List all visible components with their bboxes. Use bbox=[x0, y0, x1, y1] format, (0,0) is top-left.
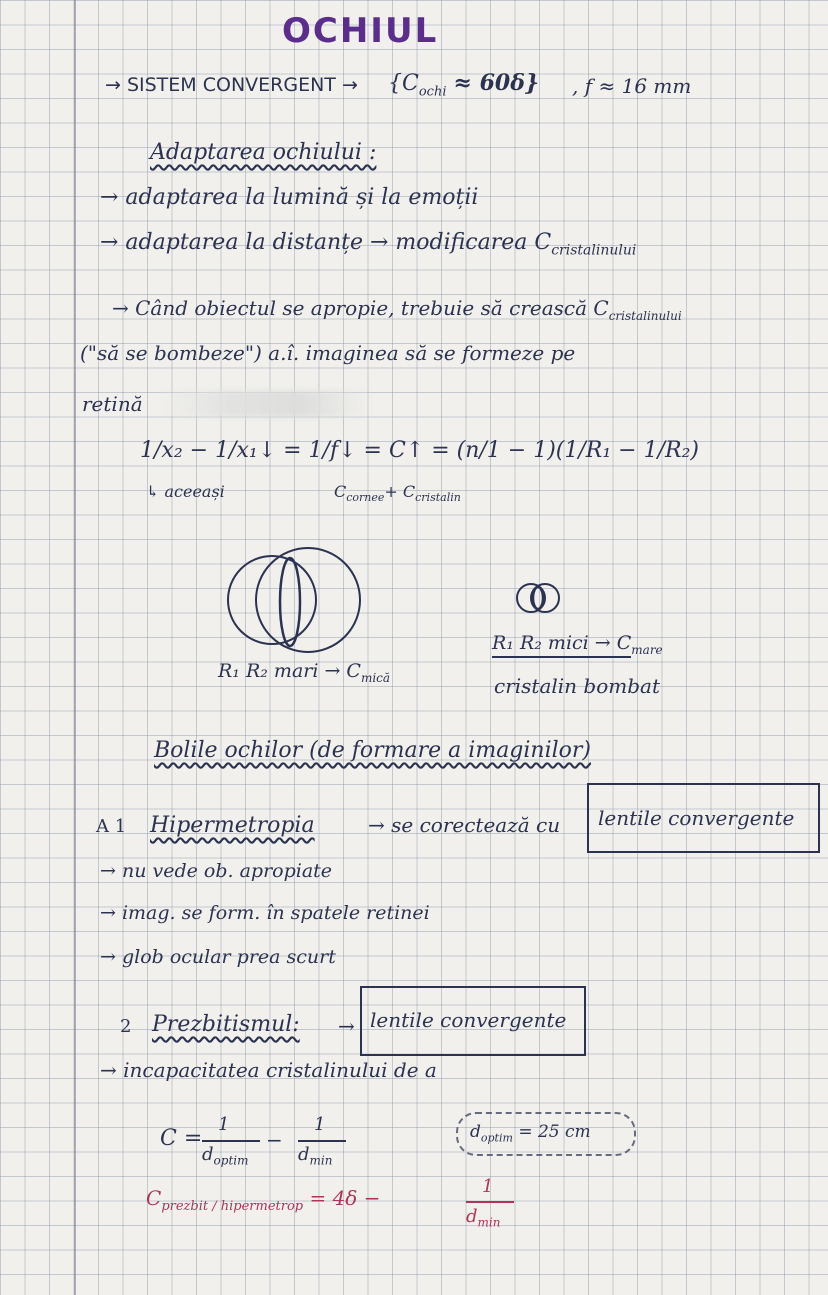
formula-c-num1: 1 bbox=[218, 1114, 230, 1135]
formula-presb-num: 1 bbox=[482, 1176, 494, 1197]
formula-c-num2: 1 bbox=[314, 1114, 326, 1135]
presby-arrow: → bbox=[338, 1014, 355, 1038]
hyper-correction-prefix: → se corectează cu bbox=[368, 813, 561, 837]
paragraph-line-3: retină bbox=[82, 392, 143, 416]
blurred-text bbox=[160, 391, 370, 417]
large-lens-caption: R₁ R₂ mari → $C_{mică}$ bbox=[218, 660, 391, 685]
system-line bbox=[105, 76, 358, 95]
formula-presb-bar bbox=[466, 1201, 514, 1203]
presby-name: Prezbitismul: bbox=[152, 1012, 300, 1037]
equation-note-same: ↳ aceeași bbox=[146, 482, 225, 501]
hyper-marker: A 1 bbox=[96, 816, 127, 837]
adaptation-item-light: → adaptarea la lumină și la emoții bbox=[100, 185, 479, 210]
large-lens-diagram bbox=[220, 540, 370, 660]
formula-presb-den: $d_{min}$ bbox=[466, 1206, 501, 1230]
small-lens-caption-2: cristalin bombat bbox=[494, 674, 660, 698]
hyper-point-1: → nu vede ob. apropiate bbox=[100, 860, 333, 882]
eye-power-formula: $\{C_{ochi} \approx 60\delta\}$ bbox=[388, 70, 540, 100]
system-prefix: → SISTEM CONVERGENT → bbox=[105, 74, 358, 96]
hyper-point-3: → glob ocular prea scurt bbox=[100, 946, 336, 968]
formula-c-bar1 bbox=[202, 1140, 260, 1142]
lens-equation: 1/x₂ − 1/x₁↓ = 1/f↓ = C↑ = (n/1 − 1)(1/R₁ − 1/R₂) bbox=[140, 438, 699, 463]
paragraph-line-1: → Când obiectul se apropie, trebuie să crească $C_{cristalinului}$ bbox=[112, 296, 682, 323]
formula-c-den2: $d_{min}$ bbox=[298, 1144, 333, 1168]
hyper-point-2: → imag. se form. în spatele retinei bbox=[100, 902, 430, 924]
page-margin-line bbox=[74, 0, 76, 1295]
focal-length: , f ≈ 16 mm bbox=[572, 74, 692, 98]
paragraph-line-2: ("să se bombeze") a.î. imaginea să se formeze pe bbox=[80, 341, 576, 365]
formula-c-den1: $d_{optim}$ bbox=[202, 1144, 249, 1168]
presby-point: → incapacitatea cristalinului de a bbox=[100, 1058, 437, 1082]
small-lens-diagram bbox=[505, 578, 575, 618]
formula-c-minus: − bbox=[266, 1128, 283, 1152]
formula-c-bar2 bbox=[298, 1140, 346, 1142]
formula-presb-lhs: $C_{prezbit / hipermetrop} = 4\delta$ − bbox=[146, 1186, 381, 1214]
optim-note: $d_{optim} = 25$ cm bbox=[470, 1122, 591, 1145]
page-title: OCHIUL bbox=[282, 11, 439, 51]
hyper-name: Hipermetropia bbox=[150, 813, 315, 838]
adaptation-item-distance: → adaptarea la distanțe → modificarea $C_{cristalinului}$ bbox=[100, 230, 637, 259]
small-lens-caption: R₁ R₂ mici → $C_{mare}$ bbox=[492, 632, 663, 657]
equation-note-sum: $C_{cornee}+ C_{cristalin}$ bbox=[334, 482, 461, 505]
hyper-correction-text: lentile convergente bbox=[598, 806, 795, 830]
diseases-heading: Bolile ochilor (de formare a imaginilor) bbox=[154, 738, 592, 763]
presby-correction-text: lentile convergente bbox=[370, 1008, 567, 1032]
adaptation-heading: Adaptarea ochiului : bbox=[150, 140, 377, 165]
formula-c-lhs: C = bbox=[160, 1126, 203, 1151]
presby-marker: 2 bbox=[120, 1016, 132, 1037]
